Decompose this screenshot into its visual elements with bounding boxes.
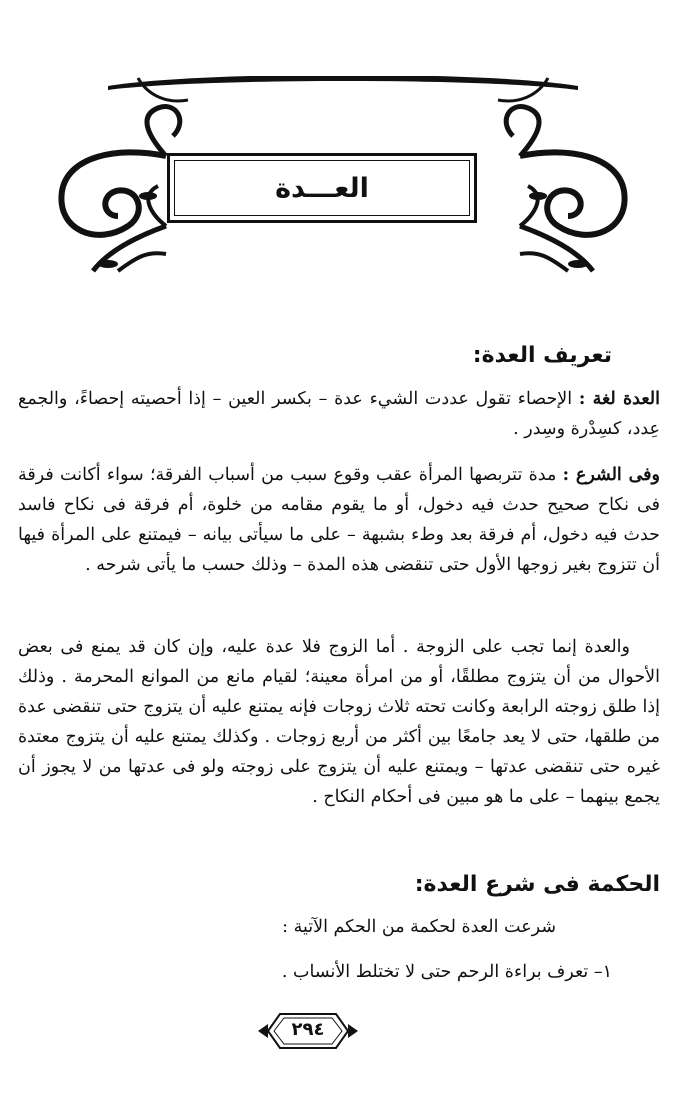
definition-law-text: مدة تتربصها المرأة عقب وقوع سبب من أسباب الفرقة؛ سواء أكانت فرقة فى نكاح صحيح حدث فيه دخول، أو ما يقوم مقامه من خلوة، أم فرقة فى نكاح فاسد حدث فيه دخول، أم فرقة بعد وطء بشبهة – على ما سيأتى بيانه – فيمتنع على المرأة فيها أن تتزوج بغير زوجها الأول حتى تنقضى هذه المدة – وذلك حسب ما يأتى شرحه . [18,465,660,575]
page-number: ٢٩٤ [291,1019,325,1040]
page-number-ornament [258,1006,358,1056]
chapter-title-frame [167,153,477,223]
paragraph-iddah-obligation: والعدة إنما تجب على الزوجة . أما الزوج فلا عدة عليه، وإن كان قد يمنع فى بعض الأحوال من أن يتزوج مطلقًا، أو من امرأة معينة؛ لقيام مانع من الموانع المحرمة . وذلك إذا طلق زوجته الرابعة وكانت تحته ثلاث زوجات فإنه يمتنع عليه أن يتزوج حتى تنقضى عدة من طلقها، حتى لا يعد جامعًا بين أكثر من أربع زوجات . وكذلك يمتنع عليه أن يتزوج معتدة غيره حتى تنقضى عدتها – ويمتنع عليه أن يتزوج على زوجته ولو فى عدتها من لا يجوز أن يجمع بينهما – على ما هو مبين فى أحكام النكاح . [18,637,660,807]
section-heading-wisdom: الحكمة فى شرع العدة: [414,872,660,897]
wisdom-intro: شرعت العدة لحكمة من الحكم الآتية : [282,917,556,937]
chapter-title: العـــدة [275,172,369,204]
term-label-language: العدة لغة : [578,389,660,409]
paragraph-definition-law [18,460,660,580]
definition-language-text: الإحصاء تقول عددت الشيء عدة – بكسر العين – إذا أحصيته إحصاءً، والجمع عِدد، كسِدْرة وسِدر . [18,389,660,439]
section-heading-definition: تعريف العدة: [472,343,612,368]
term-label-law: وفى الشرع : [562,465,660,485]
paragraph-definition-language [18,384,660,444]
wisdom-list-item: ١– تعرف براءة الرحم حتى لا تختلط الأنساب . [281,962,612,982]
